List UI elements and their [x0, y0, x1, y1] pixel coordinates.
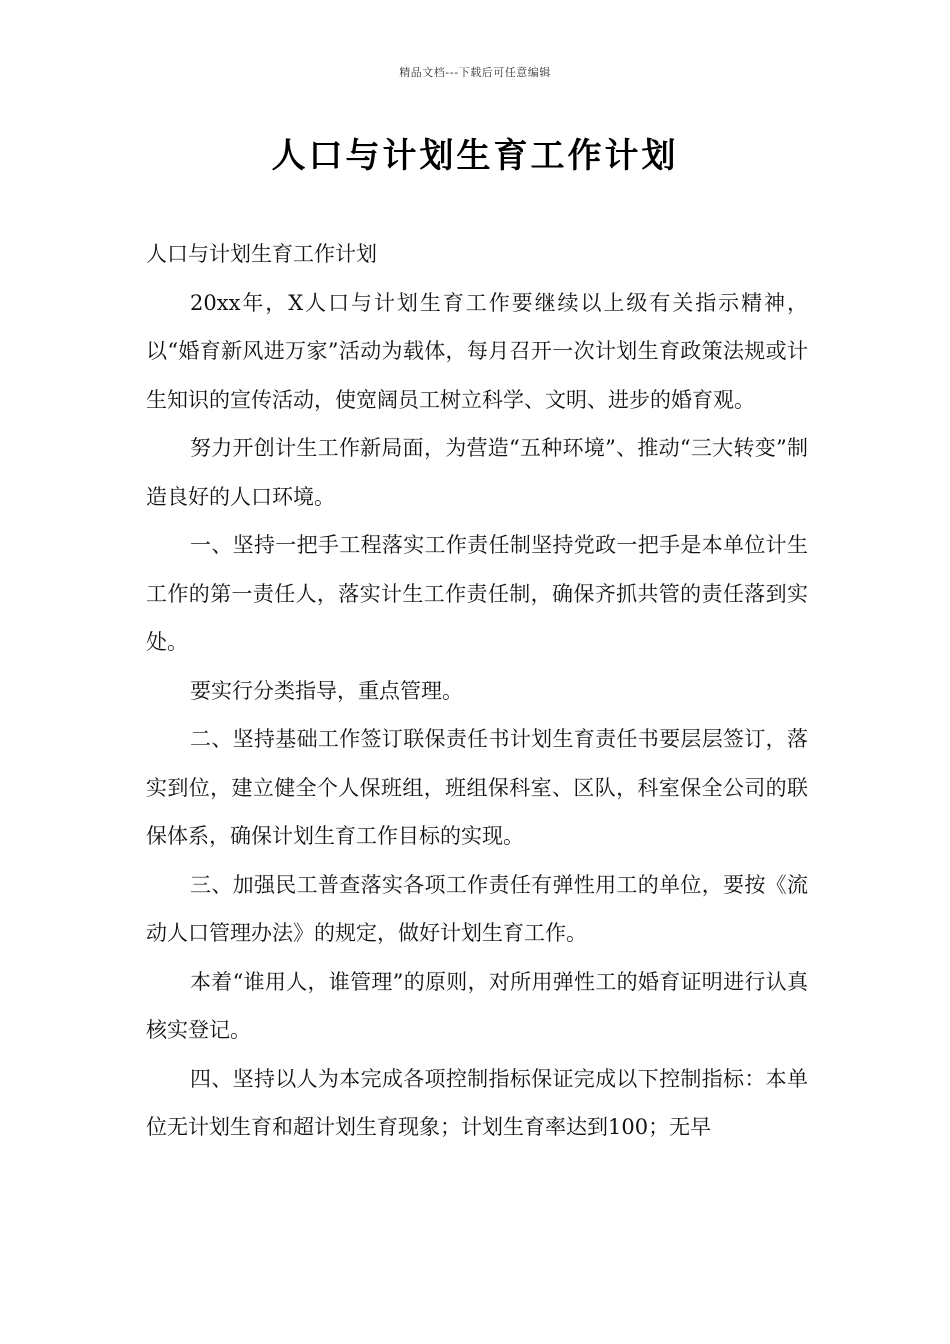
body-paragraph: 努力开创计生工作新局面，为营造“五种环境”、推动“三大转变”制造良好的人口环境。	[146, 436, 808, 509]
body-paragraph: 三、加强民工普查落实各项工作责任有弹性用工的单位，要按《流动人口管理办法》的规定，做好计划生育工作。	[146, 872, 808, 945]
header-note: 精品文档---下载后可任意编辑	[399, 66, 551, 79]
document-title: 人口与计划生育工作计划	[271, 136, 679, 176]
subtitle-paragraph: 人口与计划生育工作计划	[146, 242, 377, 266]
document-body	[146, 230, 808, 1152]
body-paragraph: 要实行分类指导，重点管理。	[190, 678, 463, 703]
body-paragraph: 20xx年，X人口与计划生育工作要继续以上级有关指示精神，以“婚育新风进万家”活动为载体，每月召开一次计划生育政策法规或计生知识的宣传活动，使宽阔员工树立科学、文明、进步的婚育观。	[146, 290, 808, 412]
body-paragraph: 本着“谁用人，谁管理”的原则，对所用弹性工的婚育证明进行认真核实登记。	[146, 969, 808, 1042]
body-paragraph: 二、坚持基础工作签订联保责任书计划生育责任书要层层签订，落实到位，建立健全个人保班组，班组保科室、区队，科室保全公司的联保体系，确保计划生育工作目标的实现。	[146, 727, 808, 848]
body-paragraph: 一、坚持一把手工程落实工作责任制坚持党政一把手是本单位计生工作的第一责任人，落实计生工作责任制，确保齐抓共管的责任落到实处。	[146, 533, 808, 654]
body-paragraph: 四、坚持以人为本完成各项控制指标保证完成以下控制指标：本单位无计划生育和超计划生育现象；计划生育率达到100；无早	[146, 1066, 808, 1139]
